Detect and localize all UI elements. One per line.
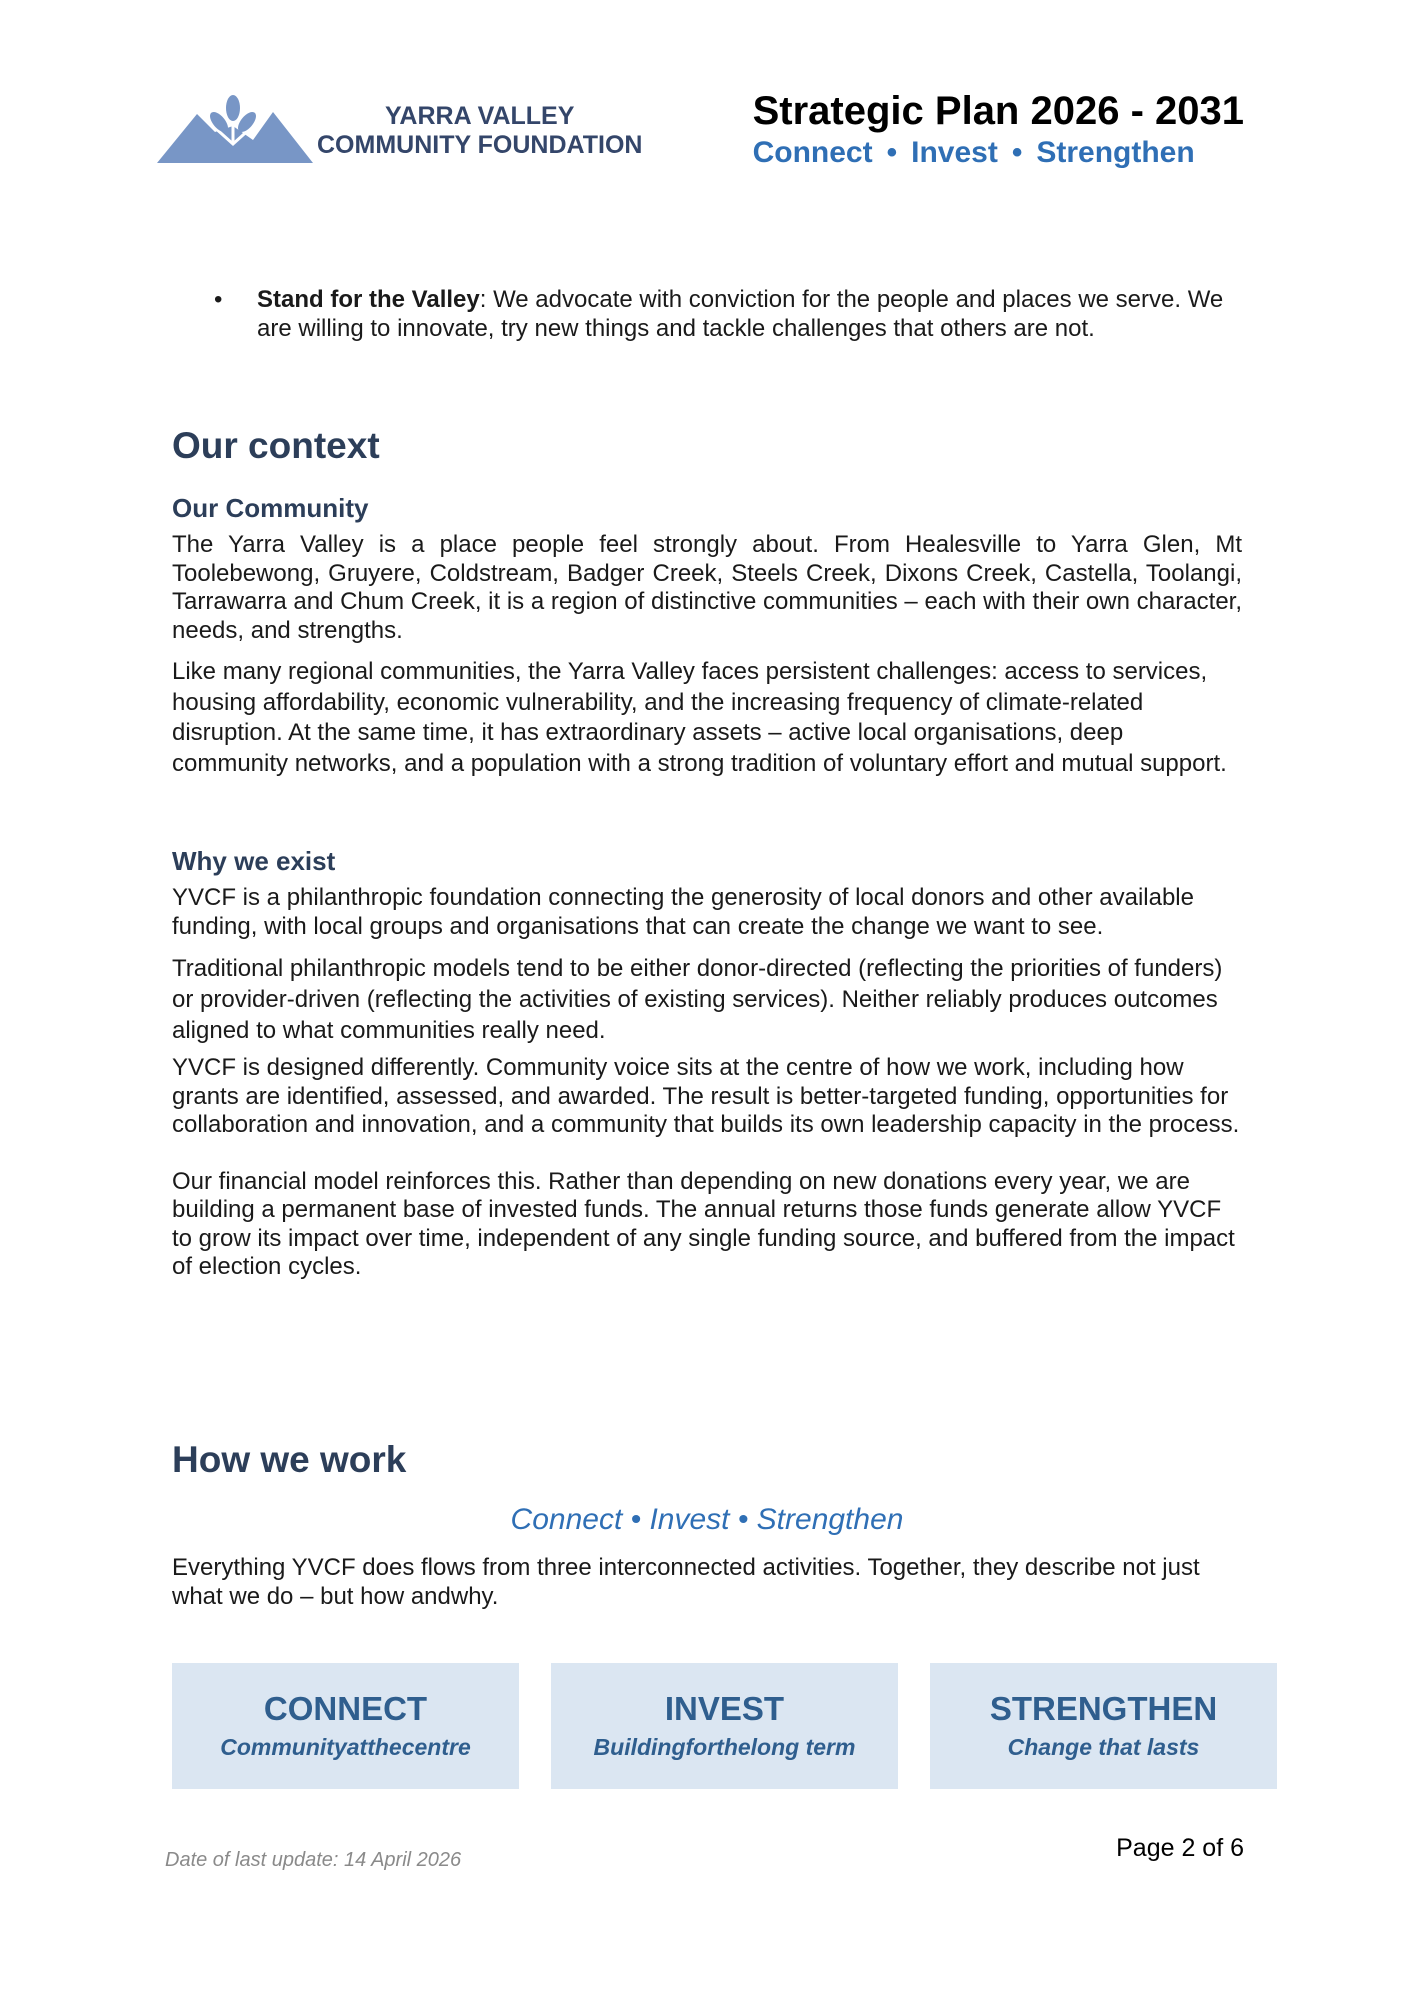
how-section	[172, 1438, 1242, 1482]
card-title: CONNECT	[263, 1690, 428, 1727]
subheading-community: Our Community	[172, 493, 369, 523]
tag-separator: •	[886, 136, 898, 169]
document-header	[753, 88, 1244, 172]
why-paragraph-3: YVCF is designed differently. Community voice sits at the centre of how we work, including how grants are identified, assessed, and awarded. The result is better-targeted funding, opportunities for collaboration and innovation, and a community that builds its own leadership capacity in the process.	[172, 1054, 1240, 1138]
mountain-sprout-icon	[157, 86, 317, 166]
list-item	[214, 286, 1254, 343]
header-tagline	[753, 134, 1244, 172]
why-paragraph-1: YVCF is a philanthropic foundation connecting the generosity of local donors and other available funding, with local groups and organisations that can create the change we want to see.	[172, 884, 1194, 940]
card-invest	[551, 1663, 898, 1789]
bullet-text: : We advocate with conviction for the people and places we serve. We are willing to innovate, try new things and tackle challenges that others are not.	[257, 286, 1224, 342]
why-subsection	[172, 845, 1242, 1282]
community-paragraph-1: The Yarra Valley is a place people feel strongly about. From Healesville to Yarra Glen, Mt Toolebewong, Gruyere, Coldstream, Badger Creek, Steels Creek, Dixons Creek, Castella, Toolangi, Tarrawarra and Chum Creek, it is a region of distinctive communities – each with their own character, needs, and strengths.	[172, 531, 1242, 644]
community-paragraph-2: Like many regional communities, the Yarra Valley faces persistent challenges: access to services, housing affordability, economic vulnerability, and the increasing frequency of climate-related disruption. At the same time, it has extraordinary assets – active local organisations, deep community networks, and a population with a strong tradition of voluntary effort and mutual support.	[172, 658, 1227, 777]
card-title: INVEST	[664, 1690, 785, 1727]
tag-connect: Connect	[752, 136, 873, 169]
tag-invest: Invest	[911, 136, 998, 169]
how-intro: Everything YVCF does flows from three interconnected activities. Together, they describe not just what we do – but how andwhy.	[172, 1554, 1200, 1610]
logo-line-2: COMMUNITY FOUNDATION	[317, 131, 643, 159]
card-title: STRENGTHEN	[989, 1690, 1218, 1727]
subheading-why: Why we exist	[172, 846, 336, 876]
card-subtitle: Buildingforthelong term	[593, 1734, 856, 1760]
logo-text	[317, 102, 642, 160]
why-paragraph-4: Our financial model reinforces this. Rather than depending on new donations every year, we are building a permanent base of invested funds. The annual returns those funds generate allow YVCF to grow its impact over time, independent of any single funding source, and buffered from the impact of election cycles.	[172, 1167, 1235, 1280]
section-heading-context: Our context	[172, 425, 380, 466]
why-paragraph-2: Traditional philanthropic models tend to be either donor-directed (reflecting the priorities of funders) or provider-driven (reflecting the activities of existing services). Neither reliably produces outcomes aligned to what communities really need.	[172, 955, 1223, 1044]
document-title: Strategic Plan 2026 - 2031	[752, 89, 1244, 133]
card-connect	[172, 1663, 519, 1789]
section-heading-how: How we work	[172, 1439, 407, 1480]
tag-separator: •	[1011, 136, 1023, 169]
card-subtitle: Change that lasts	[1007, 1734, 1200, 1760]
card-strengthen	[930, 1663, 1277, 1789]
bullet-mark: •	[214, 286, 223, 313]
how-intro-block	[172, 1554, 1242, 1611]
context-section	[172, 424, 1242, 468]
page-number: Page 2 of 6	[1116, 1834, 1244, 1862]
card-subtitle: Communityatthecentre	[220, 1734, 471, 1760]
tag-strengthen: Strengthen	[1036, 136, 1195, 169]
community-subsection	[172, 492, 1242, 779]
bullet-bold: Stand for the Valley	[257, 286, 480, 313]
footer-date: Date of last update: 14 April 2026	[165, 1849, 462, 1871]
how-tagline: Connect • Invest • Strengthen	[510, 1503, 904, 1536]
foundation-logo	[157, 86, 697, 166]
logo-line-1: YARRA VALLEY	[385, 102, 575, 130]
